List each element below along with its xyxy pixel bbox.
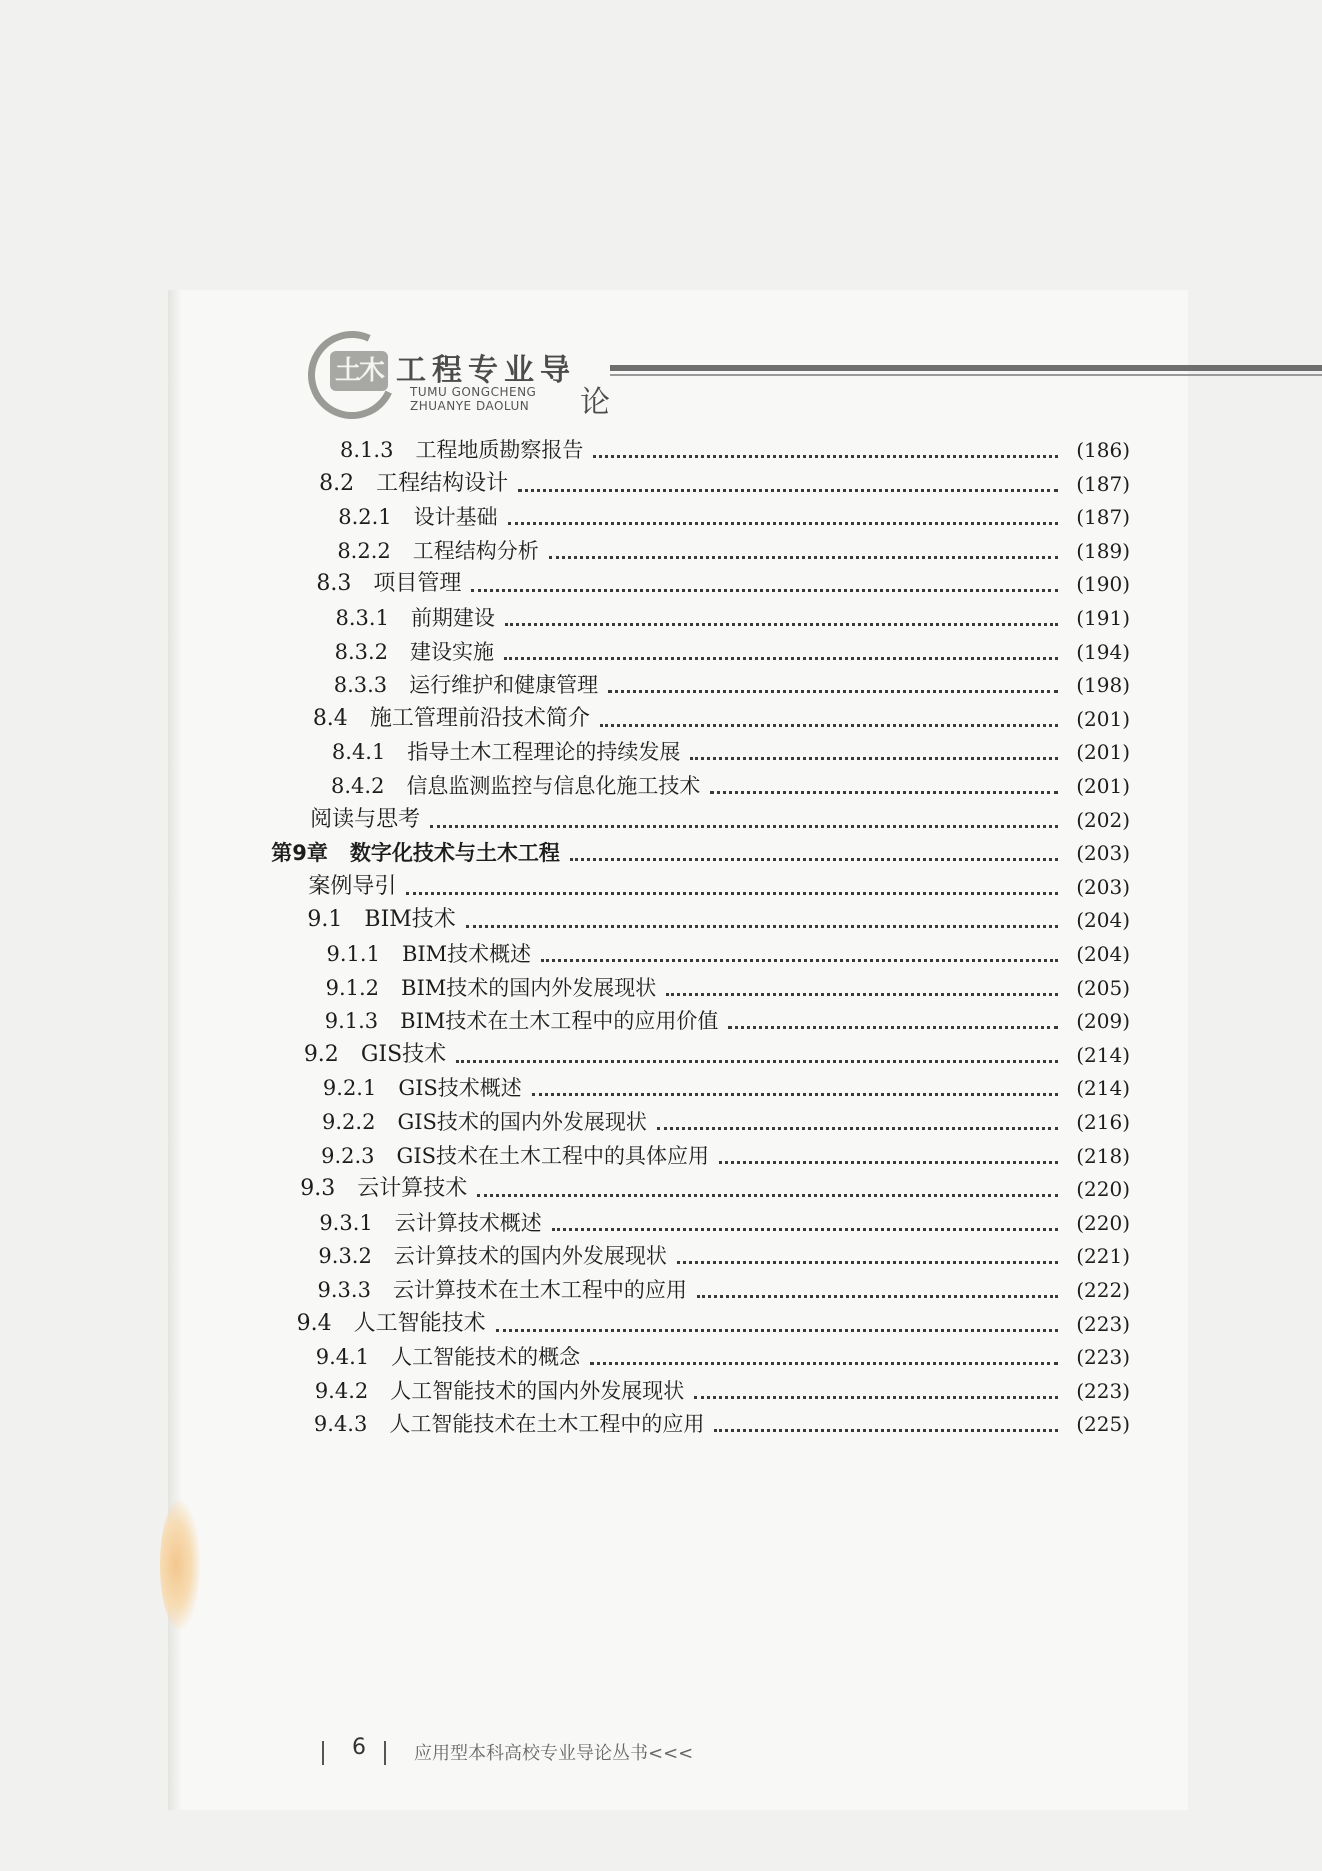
toc-entry-page: (202): [1076, 807, 1130, 832]
toc-leader-dots: [532, 1093, 1058, 1096]
toc-entry-number: 8.4: [312, 705, 348, 731]
toc-entry-number: 9.1.3: [324, 1009, 379, 1034]
toc-entry-page: (223): [1076, 1378, 1130, 1403]
toc-entry-title: 工程结构分析: [412, 538, 539, 563]
toc-entry-title: 项目管理: [373, 571, 462, 597]
toc-entry-title: 前期建设: [410, 606, 495, 630]
toc-entry-title: 云计算技术在土木工程中的应用: [392, 1278, 687, 1302]
toc-leader-dots: [710, 791, 1058, 794]
pinyin-line-1: TUMU GONGCHENG: [410, 385, 537, 399]
toc-entry-title: GIS技术在土木工程中的具体应用: [396, 1143, 710, 1168]
toc-entry-title: BIM技术概述: [401, 942, 532, 966]
book-title-logo: 工程专业导: [396, 353, 576, 388]
toc-entry-page: (225): [1076, 1412, 1130, 1437]
footer-divider-left: [322, 1741, 324, 1765]
toc-entry: [340, 426, 1130, 464]
toc-entry-page: (187): [1076, 471, 1130, 496]
toc-entry-title: 数字化技术与土木工程: [349, 841, 560, 866]
toc-entry-title: 阅读与思考: [310, 806, 421, 832]
toc-entry: [316, 1333, 1130, 1371]
toc-entry-number: 9.3.2: [318, 1244, 372, 1269]
toc-entry-page: (201): [1076, 740, 1130, 765]
toc-entry: [325, 997, 1130, 1035]
toc-leader-dots: [714, 1429, 1058, 1432]
toc-entry-number: 9.4.2: [314, 1378, 369, 1403]
toc-entry-number: 8.1.3: [340, 438, 394, 462]
toc-entry: [310, 796, 1130, 834]
toc-entry-title: GIS技术的国内外发展现状: [397, 1110, 647, 1134]
page-number: 6: [352, 1735, 366, 1760]
toc-entry-page: (187): [1076, 505, 1130, 530]
toc-entry-number: 9.1.2: [325, 975, 380, 1000]
toc-entry: [318, 1232, 1130, 1270]
toc-entry: [331, 762, 1130, 800]
toc-leader-dots: [496, 1329, 1058, 1332]
toc-entry: [334, 661, 1130, 699]
toc-entry-title: BIM技术的国内外发展现状: [401, 975, 657, 1000]
toc-entry-title: 工程结构设计: [376, 470, 509, 496]
toc-entry: [297, 1300, 1130, 1338]
toc-entry: [300, 1165, 1130, 1203]
toc-leader-dots: [549, 556, 1058, 559]
toc-entry-page: (191): [1076, 606, 1130, 630]
toc-entry-title: 工程地质勘察报告: [415, 438, 584, 462]
toc-entry-title: 信息监测监控与信息化施工技术: [406, 774, 701, 798]
toc-entry-page: (222): [1076, 1278, 1130, 1302]
toc-entry-title: 案例导引: [308, 873, 397, 899]
toc-entry-title: BIM技术在土木工程中的应用价值: [400, 1009, 719, 1034]
toc-entry-title: 云计算技术概述: [394, 1210, 542, 1235]
footer-divider-right: [384, 1741, 386, 1765]
toc-leader-dots: [430, 825, 1058, 828]
toc-entry-number: 第9章: [271, 841, 328, 866]
toc-entry: [318, 1266, 1131, 1304]
toc-entry-title: 建设实施: [410, 639, 495, 664]
toc-entry-number: 8.2: [319, 470, 355, 496]
toc-entry-number: 8.4.2: [331, 774, 385, 798]
toc-entry: [332, 728, 1130, 766]
toc-entry-number: 8.3.3: [333, 673, 388, 698]
toc-entry-page: (223): [1076, 1345, 1130, 1370]
toc-entry-title: GIS技术: [360, 1041, 447, 1067]
toc-entry-number: 9.2.3: [321, 1143, 375, 1168]
toc-entry-number: 9.4: [296, 1310, 332, 1336]
toc-entry: [319, 1199, 1130, 1237]
toc-leader-dots: [518, 489, 1058, 492]
toc-entry-number: 9.4.1: [315, 1345, 370, 1370]
toc-entry-number: 8.2.2: [337, 538, 391, 563]
toc-entry: [326, 964, 1130, 1002]
toc-entry-page: (198): [1076, 673, 1130, 698]
toc-entry-page: (214): [1076, 1042, 1130, 1067]
toc-leader-dots: [657, 1127, 1058, 1130]
toc-entry: [319, 460, 1130, 498]
toc-entry: [337, 527, 1130, 565]
toc-entry-title: 人工智能技术: [353, 1310, 486, 1336]
toc-entry: [327, 930, 1131, 968]
toc-entry-title: 设计基础: [413, 505, 498, 530]
paper-stain: [160, 1500, 200, 1630]
toc-entry-number: 8.3.2: [334, 639, 389, 664]
toc-entry-title: 人工智能技术在土木工程中的应用: [389, 1412, 705, 1437]
toc-entry-number: 8.4.1: [331, 740, 386, 765]
toc-entry-page: (201): [1076, 774, 1130, 798]
toc-entry: [336, 594, 1131, 632]
toc-entry: [335, 628, 1130, 666]
toc-entry-page: (194): [1076, 639, 1130, 664]
toc-entry-page: (189): [1076, 538, 1130, 563]
toc-entry-page: (214): [1076, 1076, 1130, 1101]
toc-leader-dots: [406, 892, 1058, 895]
toc-entry: [338, 493, 1130, 531]
toc-entry-number: 9.3.1: [319, 1210, 373, 1235]
toc-leader-dots: [505, 623, 1058, 626]
toc-entry-page: (201): [1076, 706, 1130, 731]
logo-mark: 土木: [330, 351, 388, 391]
toc-entry-page: (218): [1076, 1143, 1130, 1168]
toc-leader-dots: [600, 724, 1058, 727]
toc-entry-title: GIS技术概述: [398, 1076, 522, 1101]
toc-entry: [308, 863, 1130, 901]
toc-entry-page: (190): [1076, 572, 1130, 597]
book-title-pinyin: [410, 385, 536, 413]
toc-entry-number: 9.2: [303, 1041, 339, 1067]
toc-entry: [304, 1031, 1130, 1069]
toc-entry-page: (220): [1076, 1177, 1130, 1202]
series-title: 应用型本科高校专业导论丛书<<<: [414, 1743, 694, 1764]
toc-leader-dots: [593, 455, 1058, 458]
toc-leader-dots: [466, 925, 1058, 928]
toc-leader-dots: [666, 993, 1058, 996]
toc-leader-dots: [694, 1396, 1058, 1399]
header-rule-thin: [610, 374, 1322, 376]
toc-entry-number: 9.1: [307, 907, 343, 933]
toc-entry-title: 云计算技术: [357, 1176, 468, 1202]
toc-entry-title: 运行维护和健康管理: [409, 673, 599, 698]
toc-entry-number: 8.2.1: [338, 505, 392, 530]
toc-entry: [315, 1367, 1130, 1405]
toc-entry: [271, 829, 1130, 867]
toc-leader-dots: [552, 1228, 1058, 1231]
header-rule: [610, 365, 1322, 371]
toc-leader-dots: [471, 589, 1058, 592]
toc-entry-number: 9.2.1: [322, 1076, 377, 1101]
toc-entry-page: (203): [1076, 841, 1130, 866]
toc-entry-page: (221): [1076, 1244, 1130, 1269]
toc-entry-title: 人工智能技术的概念: [391, 1345, 581, 1370]
toc-leader-dots: [456, 1060, 1058, 1063]
toc-entry-page: (216): [1076, 1110, 1130, 1134]
toc-entry: [323, 1064, 1130, 1102]
toc-entry-title: BIM技术: [364, 907, 456, 933]
toc-leader-dots: [677, 1261, 1058, 1264]
toc-entry-number: 8.3.1: [335, 606, 389, 630]
toc-entry-title: 人工智能技术的国内外发展现状: [390, 1378, 685, 1403]
toc-entry-page: (205): [1076, 975, 1130, 1000]
toc-leader-dots: [508, 522, 1058, 525]
toc-entry-page: (203): [1076, 874, 1130, 899]
toc-leader-dots: [719, 1161, 1058, 1164]
toc-entry-number: 9.2.2: [322, 1110, 376, 1134]
toc-entry: [313, 695, 1130, 733]
toc-entry-number: 9.4.3: [313, 1412, 368, 1437]
toc-entry-page: (220): [1076, 1210, 1130, 1235]
toc-entry-title: 施工管理前沿技术简介: [369, 705, 590, 731]
toc-leader-dots: [728, 1026, 1058, 1029]
toc-entry-number: 9.3: [300, 1176, 336, 1202]
toc-leader-dots: [608, 690, 1058, 693]
pinyin-line-2: ZHUANYE DAOLUN: [410, 399, 530, 413]
toc-leader-dots: [590, 1362, 1058, 1365]
toc-entry: [321, 1132, 1130, 1170]
toc-entry-page: (209): [1076, 1009, 1130, 1034]
toc-leader-dots: [697, 1295, 1058, 1298]
toc-entry-page: (204): [1076, 942, 1130, 966]
toc-entry-number: 9.3.3: [317, 1278, 371, 1302]
toc-entry-page: (223): [1076, 1311, 1130, 1336]
toc-entry-title: 云计算技术的国内外发展现状: [393, 1244, 667, 1269]
page-footer: [322, 1733, 922, 1773]
toc-entry-number: 8.3: [316, 571, 352, 597]
running-header: [300, 325, 1130, 435]
toc-leader-dots: [504, 657, 1058, 660]
toc-leader-dots: [541, 959, 1058, 962]
toc-entry: [307, 896, 1130, 934]
toc-leader-dots: [477, 1194, 1058, 1197]
toc-entry: [316, 560, 1130, 598]
toc-entry: [322, 1098, 1130, 1136]
toc-leader-dots: [570, 858, 1058, 861]
toc-entry-number: 9.1.1: [326, 942, 380, 966]
toc-leader-dots: [690, 757, 1058, 760]
toc-entry-page: (186): [1076, 438, 1130, 462]
toc-entry-page: (204): [1076, 908, 1130, 933]
book-title-last-char: 论: [580, 385, 610, 420]
toc-entry-title: 指导土木工程理论的持续发展: [407, 740, 681, 765]
toc-entry: [314, 1400, 1130, 1438]
